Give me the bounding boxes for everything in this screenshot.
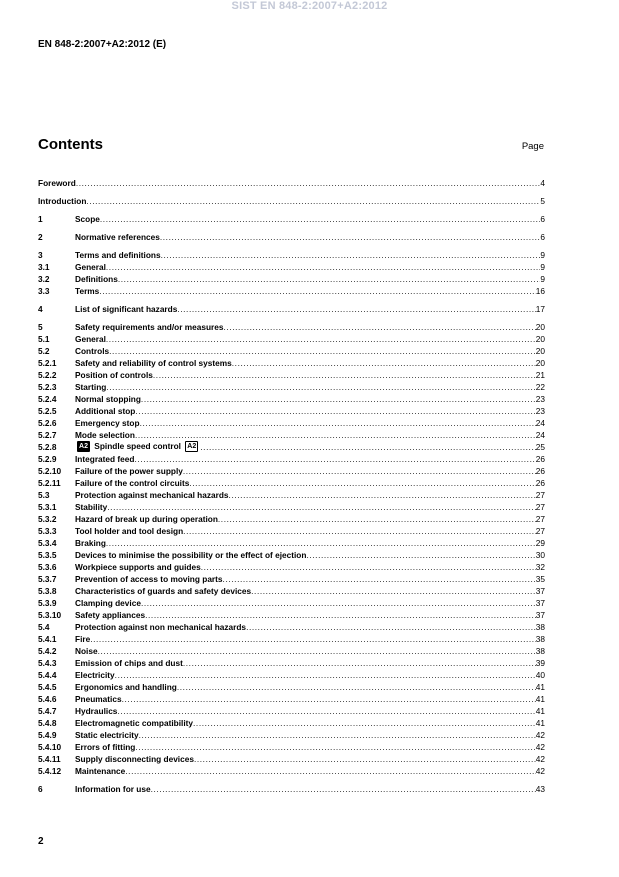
toc-entry-page: 38 — [535, 622, 545, 632]
toc-entry[interactable] — [38, 194, 545, 206]
toc-dot-leader — [306, 550, 535, 560]
toc-entry[interactable] — [38, 596, 545, 608]
watermark: SIST EN 848-2:2007+A2:2012 — [231, 0, 388, 12]
toc-entry[interactable] — [38, 272, 545, 284]
toc-entry-page: 41 — [535, 718, 545, 728]
toc-entry-title: Definitions — [75, 274, 118, 284]
toc-entry-title: Emission of chips and dust — [75, 658, 183, 668]
toc-entry[interactable] — [38, 212, 545, 224]
toc-entry[interactable] — [38, 560, 545, 572]
toc-entry-page: 30 — [535, 550, 545, 560]
toc-entry-page: 5 — [540, 196, 545, 206]
toc-entry[interactable] — [38, 524, 545, 536]
toc-entry-page: 37 — [535, 598, 545, 608]
toc-entry[interactable] — [38, 428, 545, 440]
toc-entry-title: Maintenance — [75, 766, 126, 776]
toc-entry[interactable] — [38, 656, 545, 668]
toc-entry-title: General — [75, 262, 106, 272]
toc-entry-title: Information for use — [75, 784, 151, 794]
toc-entry-title: Fire — [75, 634, 91, 644]
toc-entry-number: 5.4.3 — [38, 658, 57, 668]
page-column-label: Page — [521, 141, 544, 152]
toc-entry-page: 39 — [535, 658, 545, 668]
toc-entry-page: 38 — [535, 634, 545, 644]
page-title: Contents — [38, 136, 103, 153]
toc-entry-number: 5.3.5 — [38, 550, 57, 560]
toc-entry-number: 5.4.12 — [38, 766, 62, 776]
toc-entry-number: 5.4.1 — [38, 634, 57, 644]
amendment-start-marker-icon: A2 — [77, 441, 90, 452]
toc-dot-leader — [161, 250, 541, 260]
toc-entry-page: 9 — [540, 274, 545, 284]
toc-entry-page: 38 — [535, 646, 545, 656]
toc-dot-leader — [251, 586, 536, 596]
toc-dot-leader — [135, 406, 535, 416]
toc-entry-number: 5.4.4 — [38, 670, 57, 680]
toc-entry-number: 5.3.2 — [38, 514, 57, 524]
toc-entry-title: Normative references — [75, 232, 160, 242]
toc-entry-title: Static electricity — [75, 730, 139, 740]
toc-entry-title: Stability — [75, 502, 108, 512]
toc-entry[interactable] — [38, 584, 545, 596]
toc-entry-page: 43 — [535, 784, 545, 794]
toc-entry-number: 5.3.10 — [38, 610, 62, 620]
toc-dot-leader — [140, 418, 536, 428]
toc-entry-title: Emergency stop — [75, 418, 140, 428]
table-of-contents — [38, 176, 545, 794]
page-number: 2 — [38, 836, 44, 847]
toc-dot-leader — [151, 784, 536, 794]
toc-entry-title: Integrated feed — [75, 454, 135, 464]
toc-entry-number: 5.2.7 — [38, 430, 57, 440]
toc-entry-page: 22 — [535, 382, 545, 392]
toc-entry-number: 5.2 — [38, 346, 50, 356]
toc-entry[interactable] — [38, 572, 545, 584]
toc-entry-title: Safety and reliability of control systems — [75, 358, 232, 368]
toc-dot-leader — [177, 682, 536, 692]
toc-dot-leader — [115, 670, 536, 680]
toc-entry-title: Terms — [75, 286, 100, 296]
toc-entry-title: Failure of the power supply — [75, 466, 183, 476]
toc-entry-page: 9 — [540, 250, 545, 260]
toc-dot-leader — [141, 394, 536, 404]
toc-entry-number: 3 — [38, 250, 43, 260]
toc-entry-page: 20 — [535, 346, 545, 356]
toc-entry-page: 40 — [535, 670, 545, 680]
toc-entry[interactable] — [38, 476, 545, 488]
toc-entry[interactable] — [38, 320, 545, 332]
toc-entry-page: 26 — [535, 466, 545, 476]
toc-entry-number: 5.4 — [38, 622, 50, 632]
toc-dot-leader — [183, 526, 536, 536]
toc-entry-page: 27 — [535, 490, 545, 500]
toc-dot-leader — [189, 478, 535, 488]
toc-dot-leader — [107, 502, 535, 512]
toc-dot-leader — [106, 382, 535, 392]
toc-entry-title: Normal stopping — [75, 394, 141, 404]
toc-entry[interactable] — [38, 740, 545, 752]
toc-entry-page: 9 — [540, 262, 545, 272]
toc-entry-page: 37 — [535, 586, 545, 596]
toc-entry[interactable] — [38, 464, 545, 476]
toc-entry-number: 5.3.6 — [38, 562, 57, 572]
toc-dot-leader — [183, 466, 536, 476]
toc-entry[interactable] — [38, 332, 545, 344]
toc-entry-title: Terms and definitions — [75, 250, 161, 260]
toc-entry[interactable] — [38, 644, 545, 656]
toc-entry-number: 5.2.3 — [38, 382, 57, 392]
toc-entry-number: 5.2.9 — [38, 454, 57, 464]
toc-dot-leader — [160, 232, 541, 242]
toc-dot-leader — [122, 694, 536, 704]
toc-entry[interactable] — [38, 452, 545, 464]
toc-entry[interactable] — [38, 500, 545, 512]
toc-entry[interactable] — [38, 608, 545, 620]
toc-entry-page: 23 — [535, 394, 545, 404]
toc-entry-page: 25 — [535, 442, 545, 452]
toc-entry-number: 5.2.4 — [38, 394, 57, 404]
toc-entry-number: 5.1 — [38, 334, 50, 344]
toc-entry-number: 5.2.6 — [38, 418, 57, 428]
toc-entry-title: Protection against mechanical hazards — [75, 490, 229, 500]
toc-entry-number: 5.3.1 — [38, 502, 57, 512]
toc-entry-title: Additional stop — [75, 406, 136, 416]
toc-dot-leader — [177, 304, 535, 314]
toc-dot-leader — [153, 370, 536, 380]
toc-entry-title: Failure of the control circuits — [75, 478, 190, 488]
toc-dot-leader — [76, 178, 541, 188]
toc-dot-leader — [135, 742, 535, 752]
toc-dot-leader — [98, 646, 536, 656]
toc-entry-number: 5.2.1 — [38, 358, 57, 368]
toc-entry[interactable] — [38, 680, 545, 692]
toc-dot-leader — [229, 490, 536, 500]
toc-entry[interactable] — [38, 512, 545, 524]
toc-entry-title: Introduction — [38, 196, 87, 206]
toc-entry-page: 41 — [535, 682, 545, 692]
toc-entry-title: Scope — [75, 214, 100, 224]
toc-entry-number: 5.3.9 — [38, 598, 57, 608]
toc-dot-leader — [100, 214, 540, 224]
toc-entry[interactable] — [38, 302, 545, 314]
toc-entry-title: Noise — [75, 646, 98, 656]
document-id: EN 848-2:2007+A2:2012 (E) — [38, 39, 167, 50]
toc-entry-title: Mode selection — [75, 430, 135, 440]
toc-entry-page: 41 — [535, 694, 545, 704]
toc-entry-number: 3.1 — [38, 262, 50, 272]
toc-entry[interactable] — [38, 230, 545, 242]
toc-entry-page: 16 — [535, 286, 545, 296]
toc-entry[interactable] — [38, 716, 545, 728]
toc-entry-page: 42 — [535, 766, 545, 776]
toc-dot-leader — [183, 658, 536, 668]
toc-entry[interactable] — [38, 440, 545, 452]
toc-entry[interactable] — [38, 728, 545, 740]
toc-entry-page: 24 — [535, 418, 545, 428]
toc-entry[interactable] — [38, 632, 545, 644]
toc-entry-page: 37 — [535, 610, 545, 620]
toc-entry[interactable] — [38, 620, 545, 632]
toc-entry[interactable] — [38, 782, 545, 794]
toc-entry-number: 5.3.7 — [38, 574, 57, 584]
toc-entry-title: Workpiece supports and guides — [75, 562, 201, 572]
toc-entry-title: Position of controls — [75, 370, 153, 380]
toc-dot-leader — [246, 622, 536, 632]
toc-entry-number: 5.2.5 — [38, 406, 57, 416]
toc-entry-title: General — [75, 334, 106, 344]
toc-entry-number: 2 — [38, 232, 43, 242]
toc-entry-number: 5.3.8 — [38, 586, 57, 596]
toc-dot-leader — [99, 286, 535, 296]
toc-entry-page: 27 — [535, 502, 545, 512]
toc-entry-page: 35 — [535, 574, 545, 584]
toc-entry-page: 29 — [535, 538, 545, 548]
toc-dot-leader — [232, 358, 536, 368]
toc-entry[interactable] — [38, 764, 545, 776]
toc-entry-page: 42 — [535, 730, 545, 740]
toc-entry[interactable] — [38, 416, 545, 428]
toc-dot-leader — [118, 274, 541, 284]
toc-entry[interactable] — [38, 260, 545, 272]
toc-entry[interactable] — [38, 356, 545, 368]
toc-entry-number: 6 — [38, 784, 43, 794]
toc-entry-number: 3.2 — [38, 274, 50, 284]
toc-entry-title: Pneumatics — [75, 694, 122, 704]
toc-dot-leader — [201, 562, 536, 572]
toc-entry-number: 4 — [38, 304, 43, 314]
toc-entry-title: Starting — [75, 382, 107, 392]
toc-entry[interactable] — [38, 404, 545, 416]
toc-entry[interactable] — [38, 692, 545, 704]
toc-dot-leader — [223, 574, 536, 584]
toc-entry-page: 26 — [535, 454, 545, 464]
toc-entry-page: 20 — [535, 322, 545, 332]
toc-entry-number: 5.4.7 — [38, 706, 57, 716]
toc-dot-leader — [109, 346, 536, 356]
toc-dot-leader — [194, 754, 536, 764]
toc-dot-leader — [139, 730, 536, 740]
toc-dot-leader — [135, 430, 536, 440]
toc-entry-page: 6 — [540, 214, 545, 224]
toc-entry-title: Errors of fitting — [75, 742, 136, 752]
toc-entry-page: 20 — [535, 334, 545, 344]
toc-entry-title: Safety requirements and/or measures — [75, 322, 224, 332]
toc-entry-title: A2 Spindle speed control A2 — [75, 441, 200, 452]
toc-dot-leader — [106, 262, 540, 272]
toc-entry-page: 41 — [535, 706, 545, 716]
toc-dot-leader — [134, 454, 535, 464]
toc-entry[interactable] — [38, 548, 545, 560]
amendment-end-marker-icon: A2 — [185, 441, 198, 452]
toc-entry-title: Safety appliances — [75, 610, 146, 620]
toc-dot-leader — [125, 766, 536, 776]
toc-entry[interactable] — [38, 488, 545, 500]
toc-entry-number: 5.3 — [38, 490, 50, 500]
toc-dot-leader — [223, 322, 535, 332]
toc-entry[interactable] — [38, 176, 545, 188]
toc-entry[interactable] — [38, 284, 545, 296]
toc-entry[interactable] — [38, 704, 545, 716]
toc-entry-page: 42 — [535, 742, 545, 752]
toc-entry-number: 5.2.2 — [38, 370, 57, 380]
toc-dot-leader — [106, 334, 536, 344]
toc-entry[interactable] — [38, 344, 545, 356]
toc-entry-number: 5.4.5 — [38, 682, 57, 692]
toc-entry-title: Clamping device — [75, 598, 141, 608]
toc-dot-leader — [90, 634, 536, 644]
toc-entry[interactable] — [38, 368, 545, 380]
toc-dot-leader — [218, 514, 536, 524]
toc-entry-title: Hydraulics — [75, 706, 118, 716]
toc-entry-number: 5.2.11 — [38, 478, 61, 488]
toc-entry[interactable] — [38, 536, 545, 548]
toc-entry-number: 5.2.8 — [38, 442, 57, 452]
toc-entry[interactable] — [38, 668, 545, 680]
toc-entry-title: Supply disconnecting devices — [75, 754, 194, 764]
toc-entry-number: 5.4.11 — [38, 754, 61, 764]
toc-dot-leader — [141, 598, 536, 608]
toc-entry[interactable] — [38, 752, 545, 764]
toc-entry-title: Foreword — [38, 178, 76, 188]
toc-entry-number: 1 — [38, 214, 43, 224]
toc-entry-page: 32 — [535, 562, 545, 572]
toc-entry-title: Characteristics of guards and safety devices — [75, 586, 252, 596]
toc-entry-number: 5.4.9 — [38, 730, 57, 740]
toc-entry-number: 5.3.4 — [38, 538, 57, 548]
toc-entry-number: 5.3.3 — [38, 526, 57, 536]
toc-entry-number: 5.4.2 — [38, 646, 57, 656]
toc-dot-leader — [193, 718, 536, 728]
toc-entry-title: Electricity — [75, 670, 115, 680]
toc-entry-title: Electromagnetic compatibility — [75, 718, 194, 728]
toc-dot-leader — [200, 442, 535, 452]
toc-entry-page: 24 — [535, 430, 545, 440]
toc-dot-leader — [106, 538, 536, 548]
toc-entry-page: 42 — [535, 754, 545, 764]
toc-entry-title: Ergonomics and handling — [75, 682, 177, 692]
toc-entry-number: 5.4.10 — [38, 742, 62, 752]
toc-entry-page: 21 — [535, 370, 545, 380]
toc-entry-page: 27 — [535, 514, 545, 524]
toc-entry-number: 5.4.6 — [38, 694, 57, 704]
toc-entry-page: 23 — [535, 406, 545, 416]
toc-entry-page: 6 — [540, 232, 545, 242]
toc-entry-number: 5.2.10 — [38, 466, 62, 476]
toc-dot-leader — [117, 706, 535, 716]
toc-dot-leader — [145, 610, 536, 620]
toc-entry[interactable] — [38, 248, 545, 260]
toc-entry-number: 3.3 — [38, 286, 50, 296]
toc-entry-title: Protection against non mechanical hazards — [75, 622, 247, 632]
toc-entry-number: 5.4.8 — [38, 718, 57, 728]
toc-entry-title: Prevention of access to moving parts — [75, 574, 223, 584]
toc-entry-page: 17 — [535, 304, 545, 314]
toc-entry-title: List of significant hazards — [75, 304, 178, 314]
toc-entry[interactable] — [38, 380, 545, 392]
toc-entry-title: Controls — [75, 346, 110, 356]
toc-entry-title: Braking — [75, 538, 106, 548]
toc-entry[interactable] — [38, 392, 545, 404]
toc-entry-page: 20 — [535, 358, 545, 368]
toc-entry-page: 26 — [535, 478, 545, 488]
toc-entry-title: Tool holder and tool design — [75, 526, 184, 536]
toc-entry-number: 5 — [38, 322, 43, 332]
toc-entry-title: Devices to minimise the possibility or the effect of ejection — [75, 550, 307, 560]
toc-entry-page: 27 — [535, 526, 545, 536]
toc-entry-page: 4 — [540, 178, 545, 188]
toc-dot-leader — [86, 196, 540, 206]
toc-entry-title: Hazard of break up during operation — [75, 514, 218, 524]
